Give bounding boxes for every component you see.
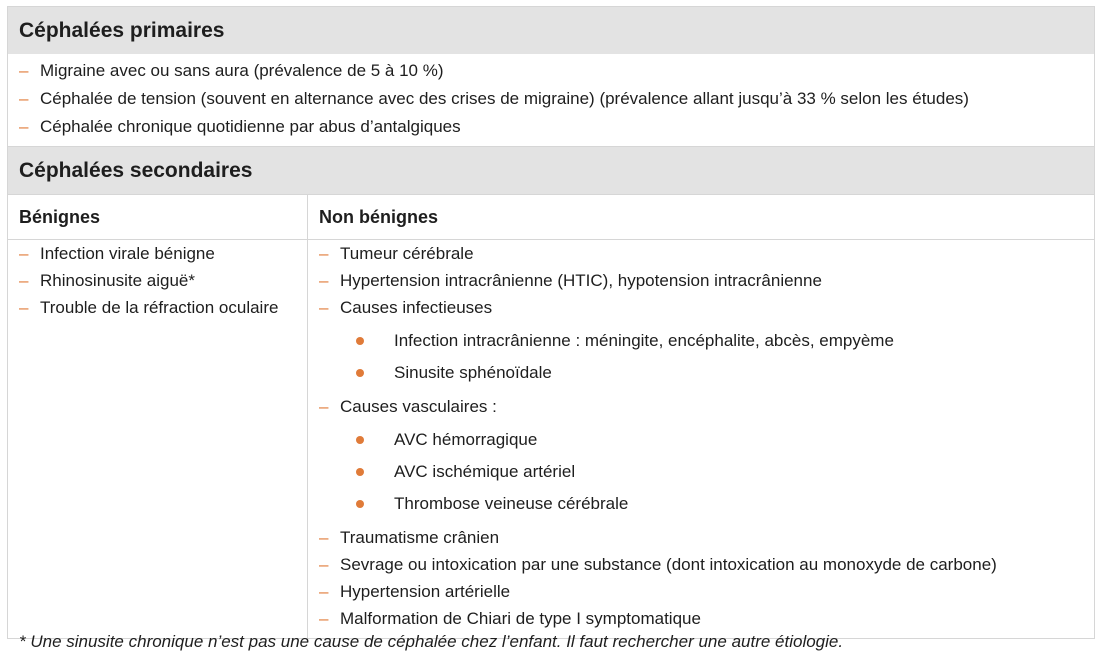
secondary-headaches-columns (8, 194, 1094, 638)
non-benign-column (308, 195, 1094, 638)
list-item-text: Hypertension artérielle (340, 582, 511, 601)
bullet-icon (356, 468, 364, 476)
bullet-icon (356, 436, 364, 444)
bullet-icon (356, 500, 364, 508)
list-item (19, 294, 307, 321)
dash-icon: – (19, 298, 29, 317)
dash-icon: – (19, 61, 29, 80)
list-item-text: Migraine avec ou sans aura (prévalence de 5 à 10 %) (40, 61, 444, 80)
dash-icon: – (319, 582, 329, 601)
list-item-text: Tumeur cérébrale (340, 244, 474, 263)
footnote: * Une sinusite chronique n’est pas une cause de céphalée chez l’enfant. Il faut rechercher une autre étiologie. (19, 632, 844, 651)
list-item (19, 113, 1094, 141)
list-item (319, 267, 1094, 294)
list-item (319, 294, 1094, 321)
list-item (19, 267, 307, 294)
list-item-text: Céphalée chronique quotidienne par abus d’antalgiques (40, 117, 461, 136)
list-item-text: Causes infectieuses (340, 298, 493, 317)
list-item-text: Infection virale bénigne (40, 244, 215, 263)
benign-header: Bénignes (8, 195, 307, 240)
benign-list (8, 240, 307, 321)
list-item (319, 551, 1094, 578)
bullet-icon (356, 369, 364, 377)
secondary-headaches-title: Céphalées secondaires (19, 158, 253, 182)
dash-icon: – (319, 298, 329, 317)
dash-icon: – (319, 609, 329, 628)
sub-list-item-text: Thrombose veineuse cérébrale (394, 494, 629, 513)
dash-icon: – (319, 528, 329, 547)
infectious-causes-sublist (319, 321, 1094, 393)
sub-list-item-text: AVC ischémique artériel (394, 462, 576, 481)
sub-list-item-text: Sinusite sphénoïdale (394, 363, 552, 382)
dash-icon: – (19, 117, 29, 136)
sub-list-item-text: AVC hémorragique (394, 430, 538, 449)
bullet-icon (356, 337, 364, 345)
list-item-text: Traumatisme crânien (340, 528, 500, 547)
list-item-text: Rhinosinusite aiguë* (40, 271, 195, 290)
sub-list-item (319, 357, 1094, 389)
list-item (19, 57, 1094, 85)
headache-classification-table (7, 6, 1095, 639)
primary-headaches-title: Céphalées primaires (19, 18, 225, 42)
secondary-headaches-header (8, 146, 1094, 194)
dash-icon: – (319, 244, 329, 263)
list-item (319, 605, 1094, 632)
dash-icon: – (319, 555, 329, 574)
list-item-text: Trouble de la réfraction oculaire (40, 298, 279, 317)
list-item-text: Céphalée de tension (souvent en alternance avec des crises de migraine) (prévalence allant jusqu’à 33 % selon les études) (40, 89, 969, 108)
sub-list-item (319, 488, 1094, 520)
sub-list-item (319, 424, 1094, 456)
non-benign-header: Non bénignes (308, 195, 1094, 240)
dash-icon: – (19, 244, 29, 263)
list-item (319, 524, 1094, 551)
vascular-causes-sublist (319, 420, 1094, 524)
list-item (319, 393, 1094, 420)
list-item-text: Sevrage ou intoxication par une substance (dont intoxication au monoxyde de carbone) (340, 555, 997, 574)
non-benign-list (308, 240, 1094, 638)
sub-list-item (319, 456, 1094, 488)
dash-icon: – (19, 271, 29, 290)
benign-column (8, 195, 308, 638)
primary-headaches-list (8, 54, 1094, 146)
sub-list-item-text: Infection intracrânienne : méningite, encéphalite, abcès, empyème (394, 331, 894, 350)
dash-icon: – (19, 89, 29, 108)
list-item (319, 240, 1094, 267)
dash-icon: – (319, 397, 329, 416)
dash-icon: – (319, 271, 329, 290)
list-item-text: Hypertension intracrânienne (HTIC), hypotension intracrânienne (340, 271, 822, 290)
list-item (319, 578, 1094, 605)
primary-headaches-header (8, 7, 1094, 54)
list-item (19, 85, 1094, 113)
sub-list-item (319, 325, 1094, 357)
list-item-text: Causes vasculaires : (340, 397, 497, 416)
list-item-text: Malformation de Chiari de type I symptomatique (340, 609, 701, 628)
list-item (19, 240, 307, 267)
